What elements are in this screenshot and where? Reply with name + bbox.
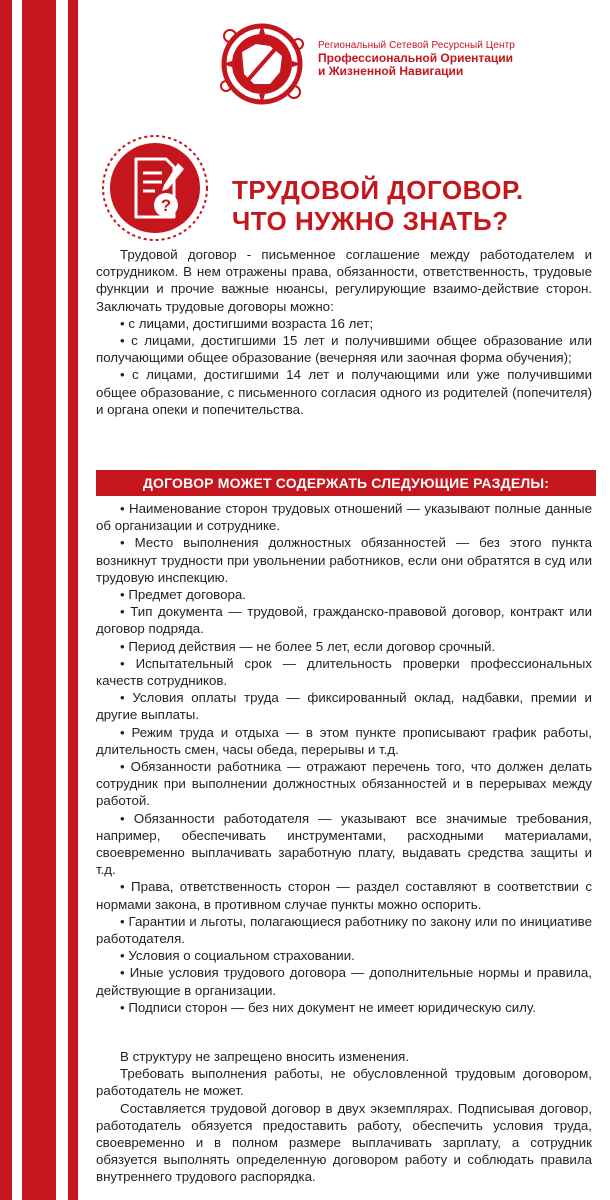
left-stripe-outer [0, 0, 12, 1200]
intro-bullet: • с лицами, достигшими возраста 16 лет; [120, 315, 374, 331]
outro-block [96, 1048, 592, 1186]
outro-paragraph: В структуру не запрещено вносить изменения. [120, 1049, 410, 1064]
page-title [232, 175, 524, 237]
intro-bullet: • с лицами, достигшими 15 лет и получившими общее образование или получающими общее образование (вечерняя или заочная форма обучения); [96, 333, 592, 366]
svg-text:?: ? [160, 196, 172, 215]
document-question-icon [100, 133, 210, 243]
section-heading: ДОГОВОР МОЖЕТ СОДЕРЖАТЬ СЛЕДУЮЩИЕ РАЗДЕЛЫ: [96, 470, 596, 496]
list-item: • Период действия — не более 5 лет, если договор срочный. [120, 638, 496, 654]
list-item: • Режим труда и отдыха — в этом пункте прописывают график работы, длительность смен, часы обеда, перерывы и т.д. [96, 724, 592, 757]
org-line-1: Региональный Сетевой Ресурсный Центр [318, 40, 515, 51]
list-item: • Иные условия трудового договора — дополнительные нормы и правила, действующие в организации. [96, 965, 592, 998]
list-item: • Тип документа — трудовой, гражданско-правовой договор, контракт или договор подряда. [96, 604, 592, 637]
intro-bullet: • с лицами, достигшими 14 лет и получающими или уже получившими общее образование, с письменного согласия одного из родителей (попечителя) и органа опеки и попечительства. [96, 367, 592, 417]
intro-paragraph: Трудовой договор - письменное соглашение между работодателем и сотрудником. В нем отражены права, обязанности, ответственность, трудовые функции и прочие важные нюансы, регулирующие взаимо-действие сторон. Заключать трудовые договоры можно: [96, 247, 592, 314]
title-line-1: ТРУДОВОЙ ДОГОВОР. [232, 175, 524, 205]
outro-paragraph: Составляется трудовой договор в двух экземплярах. Подписывая договор, работодатель обязуется предоставить работу, обеспечить условия труда, своевременно и в полном размере выплачивать зарплату, а сотрудник обязуется выполнять определенную договором работу и соблюдать правила внутреннего трудового распорядка. [96, 1100, 592, 1185]
list-item: • Предмет договора. [120, 587, 246, 603]
emblem-logo-icon [212, 14, 312, 114]
intro-block [96, 246, 592, 418]
list-item: • Обязанности работника — отражают перечень того, что должен делать сотрудник при выполнении должностных обязанностей и в перерывах между работой. [96, 759, 592, 809]
sections-list [96, 500, 592, 1016]
list-item: • Гарантии и льготы, полагающиеся работнику по закону или по инициативе работодателя. [96, 913, 592, 947]
list-item: • Испытательный срок — длительность проверки профессиональных качеств сотрудников. [96, 655, 592, 689]
list-item: • Наименование сторон трудовых отношений — указывают полные данные об организации и сотруднике. [96, 501, 592, 534]
left-stripe-wide [22, 0, 56, 1200]
org-line-2: Профессиональной Ориентации [318, 51, 514, 65]
title-line-2: ЧТО НУЖНО ЗНАТЬ? [232, 206, 509, 236]
organization-name [318, 40, 515, 78]
list-item: • Права, ответственность сторон — раздел составляют в соответствии с нормами закона, в противном случае пункты можно оспорить. [96, 879, 592, 912]
list-item: • Условия оплаты труда — фиксированный оклад, надбавки, премии и другие выплаты. [96, 690, 592, 723]
list-item: • Место выполнения должностных обязанностей — без этого пункта возникнут трудности при увольнении работников, если они обратятся в суд или трудовую инспекцию. [96, 535, 592, 585]
list-item: • Условия о социальном страховании. [120, 948, 355, 964]
org-line-3: и Жизненной Навигации [318, 64, 464, 78]
left-stripe-inner [68, 0, 78, 1200]
outro-paragraph: Требовать выполнения работы, не обусловленной трудовым договором, работодатель не может. [96, 1066, 592, 1099]
list-item: • Обязанности работодателя — указывают все значимые требования, например, обеспечивать инструментами, расходными материалами, своевременно выплачивать заработную плату, выдавать средства защиты и т.д. [96, 810, 592, 878]
list-item: • Подписи сторон — без них документ не имеет юридическую силу. [120, 999, 536, 1015]
